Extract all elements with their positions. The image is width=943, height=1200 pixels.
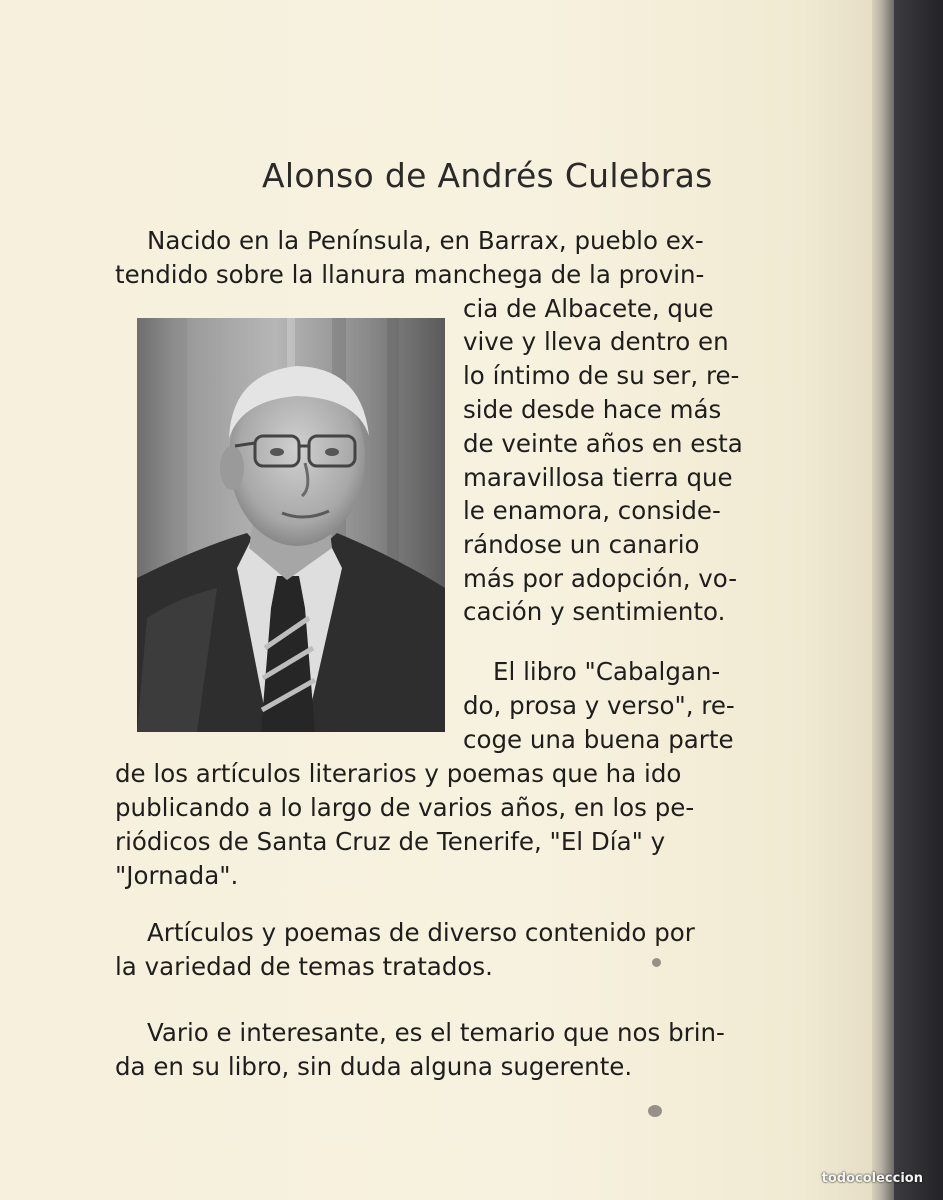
text-line: El libro "Cabalgan- [493,657,721,686]
text-line: do, prosa y verso", re- [463,691,735,720]
author-name-title: Alonso de Andrés Culebras [262,156,713,195]
text-line: Artículos y poemas de diverso contenido por [147,918,695,947]
text-line: cación y sentimiento. [463,597,726,626]
text-line: vive y lleva dentro en [463,327,729,356]
text-line: maravillosa tierra que [463,463,733,492]
author-portrait-photo [137,318,445,732]
text-line: Nacido en la Península, en Barrax, pueblo ex- [147,226,704,255]
text-line: da en su libro, sin duda alguna sugerente. [115,1052,633,1081]
watermark: todocoleccion [821,1171,923,1186]
text-line: de los artículos literarios y poemas que ha ido [115,759,682,788]
text-line: riódicos de Santa Cruz de Tenerife, "El Día" y [115,827,666,856]
text-line: coge una buena parte [463,725,734,754]
text-line: la variedad de temas tratados. [115,952,493,981]
text-line: "Jornada". [115,861,239,890]
text-line: tendido sobre la llanura manchega de la provin- [115,260,705,289]
text-line: lo íntimo de su ser, re- [463,361,740,390]
text-line: side desde hace más [463,395,722,424]
paper-stain [652,958,661,967]
text-line: cia de Albacete, que [463,294,714,323]
text-line: más por adopción, vo- [463,564,738,593]
paper-stain [648,1105,662,1117]
text-line: Vario e interesante, es el temario que nos brin- [147,1018,725,1047]
text-line: publicando a lo largo de varios años, en los pe- [115,793,695,822]
text-line: le enamora, conside- [463,496,721,525]
book-cover-side [894,0,943,1200]
text-line: de veinte años en esta [463,429,743,458]
text-line: rándose un canario [463,530,700,559]
page-edge [872,0,894,1200]
